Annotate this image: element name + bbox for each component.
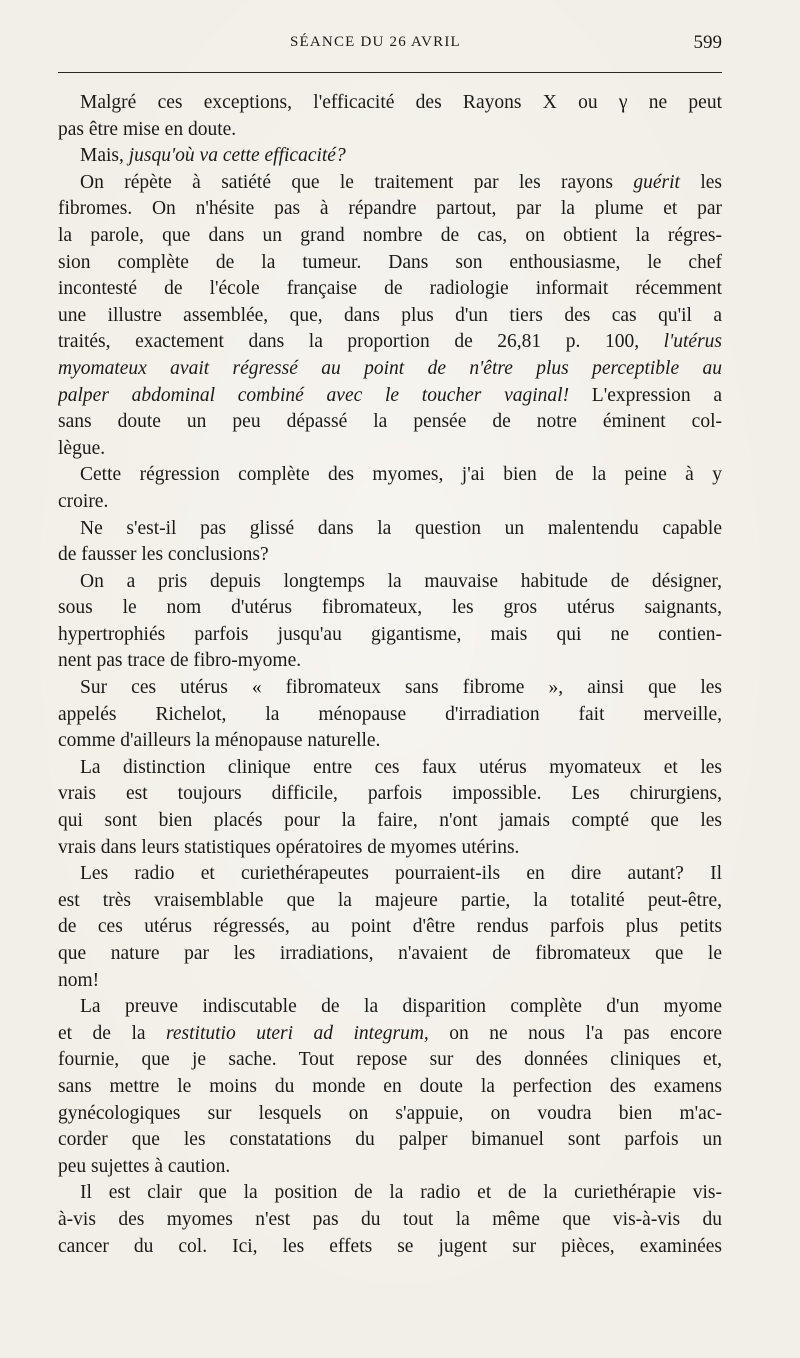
italic-text: restitutio uteri ad integrum,: [166, 1022, 429, 1044]
text-segment: Malgré ces exceptions, l'efficacité des Rayons X ou γ ne peut: [80, 92, 722, 113]
text-line: [58, 1047, 722, 1074]
text-segment: la parole, que dans un grand nombre de cas, on obtient la régres-: [58, 224, 722, 246]
text-segment: L'expression a: [569, 384, 722, 406]
body-text: [58, 90, 722, 1260]
text-line: [58, 1180, 722, 1207]
text-segment: une illustre assemblée, que, dans plus d'un tiers des cas qu'il a: [58, 304, 722, 326]
text-segment: fibromes. On n'hésite pas à répandre partout, par la plume et par: [58, 198, 722, 220]
text-line: [58, 595, 722, 622]
text-segment: sion complète de la tumeur. Dans son enthousiasme, le chef: [58, 251, 722, 273]
text-segment: peu sujettes à caution.: [58, 1155, 231, 1177]
text-line: [58, 276, 722, 303]
text-line: [58, 542, 722, 569]
text-line: [58, 303, 722, 330]
text-line: [58, 170, 722, 197]
text-line: [58, 90, 722, 117]
text-line: [58, 835, 722, 862]
italic-text: guérit: [633, 171, 680, 193]
text-line: [58, 861, 722, 888]
text-line: [58, 383, 722, 410]
text-segment: On répète à satiété que le traitement par les rayons: [80, 171, 634, 193]
text-line: [58, 1074, 722, 1101]
text-line: [58, 223, 722, 250]
text-segment: et de la: [58, 1022, 167, 1044]
text-segment: Ne s'est-il pas glissé dans la question un malentendu capable: [80, 517, 722, 539]
text-line: [58, 941, 722, 968]
text-line: [58, 808, 722, 835]
text-line: [58, 888, 722, 915]
text-segment: incontesté de l'école française de radiologie informait récemment: [58, 278, 722, 300]
text-segment: à-vis des myomes n'est pas du tout la même que vis-à-vis du: [58, 1208, 722, 1230]
text-segment: vrais dans leurs statistiques opératoires de myomes utérins.: [58, 836, 520, 858]
text-segment: La preuve indiscutable de la disparition complète d'un myome: [80, 996, 722, 1018]
text-segment: de ces utérus régressés, au point d'être rendus parfois plus petits: [58, 916, 722, 938]
text-line: [58, 968, 722, 995]
text-segment: Il est clair que la position de la radio et de la curiethérapie vis-: [80, 1182, 722, 1204]
italic-text: palper abdominal combiné avec le toucher vaginal!: [58, 384, 570, 406]
text-segment: pas être mise en doute.: [58, 118, 237, 140]
text-line: [58, 781, 722, 808]
text-segment: sans mettre le moins du monde en doute la perfection des examens: [58, 1075, 722, 1097]
text-segment: que nature par les irradiations, n'avaient de fibromateux que le: [58, 943, 722, 964]
header-rule: [58, 72, 722, 73]
text-segment: Sur ces utérus « fibromateux sans fibrome », ainsi que les: [80, 677, 722, 699]
text-line: [58, 622, 722, 649]
text-segment: croire.: [58, 490, 109, 512]
text-segment: Les radio et curiethérapeutes pourraient-ils en dire autant? Il: [80, 863, 722, 885]
text-segment: nom!: [58, 969, 100, 991]
text-line: [58, 250, 722, 277]
text-line: [58, 994, 722, 1021]
text-segment: On a pris depuis longtemps la mauvaise habitude de désigner,: [80, 570, 722, 592]
text-line: [58, 516, 722, 543]
text-segment: appelés Richelot, la ménopause d'irradiation fait merveille,: [58, 703, 722, 725]
text-segment: gynécologiques sur lesquels on s'appuie, on voudra bien m'ac-: [58, 1102, 722, 1124]
text-line: [58, 675, 722, 702]
text-line: [58, 1234, 722, 1261]
text-line: [58, 914, 722, 941]
text-line: [58, 117, 722, 144]
text-line: [58, 329, 722, 356]
text-segment: fournie, que je sache. Tout repose sur des données cliniques et,: [58, 1049, 722, 1071]
text-line: [58, 1207, 722, 1234]
text-line: [58, 489, 722, 516]
text-segment: vrais est toujours difficile, parfois impossible. Les chirurgiens,: [58, 783, 722, 805]
text-segment: corder que les constatations du palper bimanuel sont parfois un: [58, 1129, 722, 1151]
text-segment: on ne nous l'a pas encore: [428, 1022, 722, 1044]
text-segment: est très vraisemblable que la majeure partie, la totalité peut-être,: [58, 889, 722, 911]
text-line: [58, 356, 722, 383]
text-segment: de fausser les conclusions?: [58, 544, 269, 566]
text-segment: La distinction clinique entre ces faux utérus myomateux et les: [80, 756, 722, 778]
text-line: [58, 196, 722, 223]
page-number: 599: [693, 32, 722, 53]
text-segment: Cette régression complète des myomes, j'ai bien de la peine à y: [80, 464, 722, 486]
text-segment: lègue.: [58, 437, 106, 459]
text-line: [58, 143, 722, 170]
text-segment: traités, exactement dans la proportion de 26,81 p. 100,: [58, 331, 664, 353]
text-line: [58, 728, 722, 755]
text-segment: hypertrophiés parfois jusqu'au gigantisme, mais qui ne contien-: [58, 623, 722, 645]
text-segment: nent pas trace de fibro-myome.: [58, 650, 302, 672]
text-segment: qui sont bien placés pour la faire, n'ont jamais compté que les: [58, 810, 722, 832]
text-line: [58, 702, 722, 729]
italic-text: l'utérus: [663, 331, 722, 353]
text-line: [58, 436, 722, 463]
italic-text: myomateux avait régressé au point de n'être plus perceptible au: [58, 357, 722, 379]
running-title: SÉANCE DU 26 AVRIL: [290, 34, 461, 50]
text-segment: comme d'ailleurs la ménopause naturelle.: [58, 730, 381, 752]
page-header: [58, 32, 722, 60]
text-segment: Mais,: [80, 145, 129, 167]
text-segment: les: [679, 171, 722, 193]
text-line: [58, 409, 722, 436]
text-segment: sans doute un peu dépassé la pensée de notre éminent col-: [58, 411, 722, 433]
text-line: [58, 1154, 722, 1181]
text-line: [58, 648, 722, 675]
text-line: [58, 1127, 722, 1154]
text-segment: sous le nom d'utérus fibromateux, les gros utérus saignants,: [58, 597, 722, 619]
text-line: [58, 1101, 722, 1128]
text-line: [58, 755, 722, 782]
text-segment: cancer du col. Ici, les effets se jugent sur pièces, examinées: [58, 1235, 722, 1257]
text-line: [58, 1021, 722, 1048]
text-line: [58, 569, 722, 596]
text-line: [58, 462, 722, 489]
italic-text: jusqu'où va cette efficacité?: [128, 145, 346, 167]
